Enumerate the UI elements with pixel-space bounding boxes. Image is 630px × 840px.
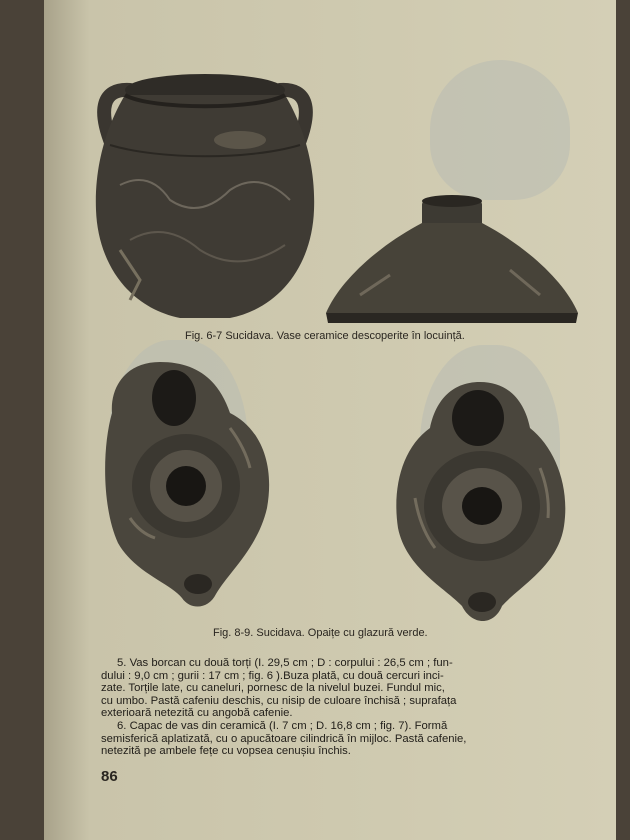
body-text <box>101 657 561 758</box>
item-5-line-2: dului : 9,0 cm ; gurii : 17 cm ; fig. 6 ).Buza plată, cu două cercuri inci- <box>101 669 444 682</box>
page-number: 86 <box>101 768 118 785</box>
item-5-line-4: cu umbo. Pastă cafeniu deschis, cu nisip de culoare închisă ; suprafața <box>101 694 457 707</box>
figure-8-oil-lamp-photo <box>100 358 275 613</box>
item-6-line-3: netezită pe ambele fețe cu vopsea cenușiu închis. <box>101 745 351 758</box>
item-5-line-5: exterioară netezită cu angobă cafenie. <box>101 707 293 720</box>
show-through-jug <box>430 60 570 200</box>
figure-caption-6-7: Fig. 6-7 Sucidava. Vase ceramice descoperite în locuință. <box>185 330 465 342</box>
figure-6-jar-photo <box>90 50 320 325</box>
figure-7-lid-photo <box>320 195 585 330</box>
figure-9-oil-lamp-photo <box>390 378 570 628</box>
item-5-line-3: zate. Torțile late, cu caneluri, pornesc de la nivelul buzei. Fundul mic, <box>101 682 445 695</box>
item-6-line-2: semisferică aplatizată, cu o apucătoare cilindrică în mijloc. Pastă cafenie, <box>101 732 467 745</box>
item-5-text: Vas borcan cu două torți (I. 29,5 cm ; D : corpului : 26,5 cm ; fun- <box>129 657 453 669</box>
item-6-text: Capac de vas din ceramică (I. 7 cm ; D. 16,8 cm ; fig. 7). Formă <box>129 719 448 732</box>
item-5-line-1 <box>101 657 561 670</box>
item-5-number: 5. <box>117 657 127 669</box>
item-6-number: 6. <box>117 719 127 732</box>
item-6-line-1 <box>101 720 561 733</box>
figure-caption-8-9: Fig. 8-9. Sucidava. Opaițe cu glazură verde. <box>213 627 428 639</box>
